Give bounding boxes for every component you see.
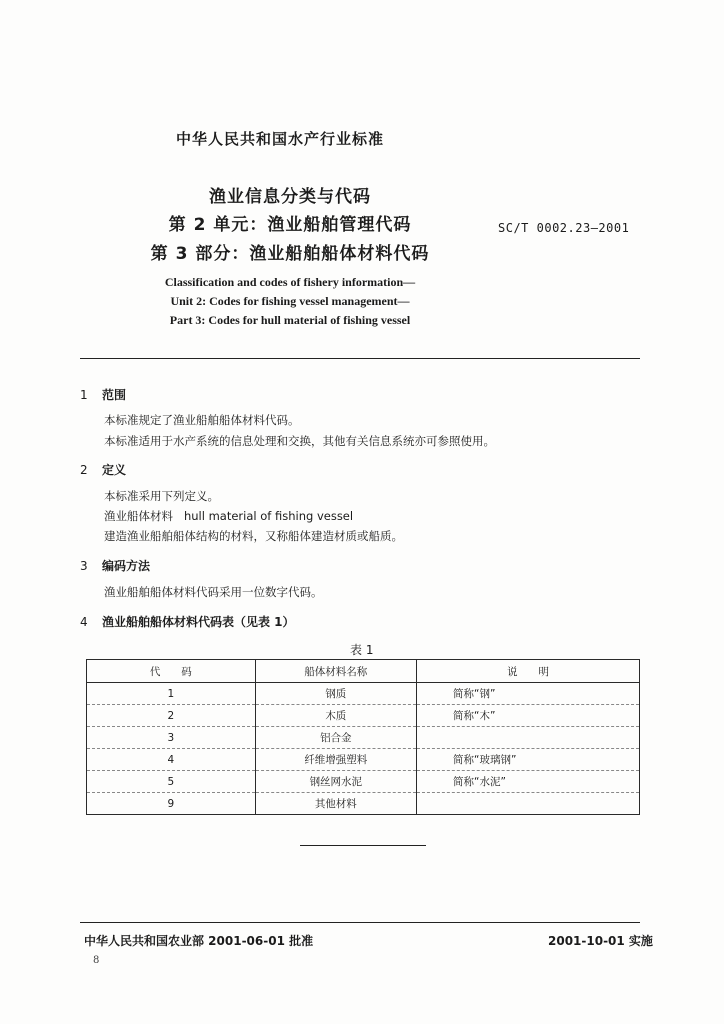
section-2-heading <box>80 461 126 478</box>
cell-code: 9 <box>87 793 256 815</box>
cell-note: 简称“水泥” <box>417 771 640 793</box>
standard-category: 中华人民共和国水产行业标准 <box>175 130 384 148</box>
section-2-paragraph-1: 本标准采用下列定义。 <box>104 489 219 503</box>
table-caption: 表 1 <box>350 643 374 657</box>
standard-code: SC/T 0002.23—2001 <box>498 221 630 235</box>
section-1-paragraph-2: 本标准适用于水产系统的信息处理和交换，其他有关信息系统亦可参照使用。 <box>104 434 495 448</box>
cell-code: 5 <box>87 771 256 793</box>
cell-name: 钢丝网水泥 <box>255 771 416 793</box>
definition-term: 渔业船体材料 hull material of fishing vessel <box>104 509 354 523</box>
table-header-row <box>87 660 640 683</box>
cell-note <box>417 727 640 749</box>
section-title: 范围 <box>102 388 127 402</box>
section-1-paragraph-1: 本标准规定了渔业船舶船体材料代码。 <box>104 413 300 427</box>
english-title-line-1: Classification and codes of fishery information— <box>164 275 416 289</box>
approval-statement: 中华人民共和国农业部 2001-06-01 批准 <box>84 934 314 948</box>
cell-code: 4 <box>87 749 256 771</box>
cell-name: 纤维增强塑料 <box>255 749 416 771</box>
table-row <box>87 793 640 815</box>
cell-code: 3 <box>87 727 256 749</box>
header-note: 说 明 <box>417 660 640 683</box>
cell-code: 2 <box>87 705 256 727</box>
cell-name: 铝合金 <box>255 727 416 749</box>
cell-name: 木质 <box>255 705 416 727</box>
table-row <box>87 749 640 771</box>
section-title: 渔业船舶船体材料代码表（见表 1） <box>102 615 295 629</box>
table-row <box>87 771 640 793</box>
title-line-2: 第 2 单元：渔业船舶管理代码 <box>168 215 412 235</box>
section-3-paragraph-1: 渔业船舶船体材料代码采用一位数字代码。 <box>104 585 323 599</box>
material-code-table <box>86 659 640 815</box>
header-divider <box>80 358 640 359</box>
header-name: 船体材料名称 <box>255 660 416 683</box>
footer-divider <box>80 922 640 923</box>
section-1-heading <box>80 386 126 403</box>
section-title: 编码方法 <box>102 559 151 573</box>
cell-note: 简称“钢” <box>417 683 640 705</box>
section-title: 定义 <box>102 463 127 477</box>
cell-note <box>417 793 640 815</box>
table-row <box>87 683 640 705</box>
end-of-text-rule <box>300 845 426 846</box>
section-number: 1 <box>80 388 88 402</box>
table-row <box>87 705 640 727</box>
section-3-heading <box>80 557 150 574</box>
title-line-1: 渔业信息分类与代码 <box>209 187 371 207</box>
cell-note: 简称“玻璃钢” <box>417 749 640 771</box>
title-line-3: 第 3 部分：渔业船舶船体材料代码 <box>150 244 430 264</box>
english-title-line-3: Part 3: Codes for hull material of fishing vessel <box>169 313 411 327</box>
table-row <box>87 727 640 749</box>
definition-text: 建造渔业船舶船体结构的材料，又称船体建造材质或船质。 <box>104 529 403 543</box>
implementation-date: 2001-10-01 实施 <box>548 934 653 948</box>
cell-name: 钢质 <box>255 683 416 705</box>
header-code: 代 码 <box>87 660 256 683</box>
page-number: 8 <box>93 955 100 966</box>
cell-name: 其他材料 <box>255 793 416 815</box>
section-number: 3 <box>80 559 88 573</box>
section-number: 2 <box>80 463 88 477</box>
section-4-heading <box>80 613 295 630</box>
cell-code: 1 <box>87 683 256 705</box>
english-title-line-2: Unit 2: Codes for fishing vessel management— <box>170 294 410 308</box>
cell-note: 简称“木” <box>417 705 640 727</box>
section-number: 4 <box>80 615 88 629</box>
